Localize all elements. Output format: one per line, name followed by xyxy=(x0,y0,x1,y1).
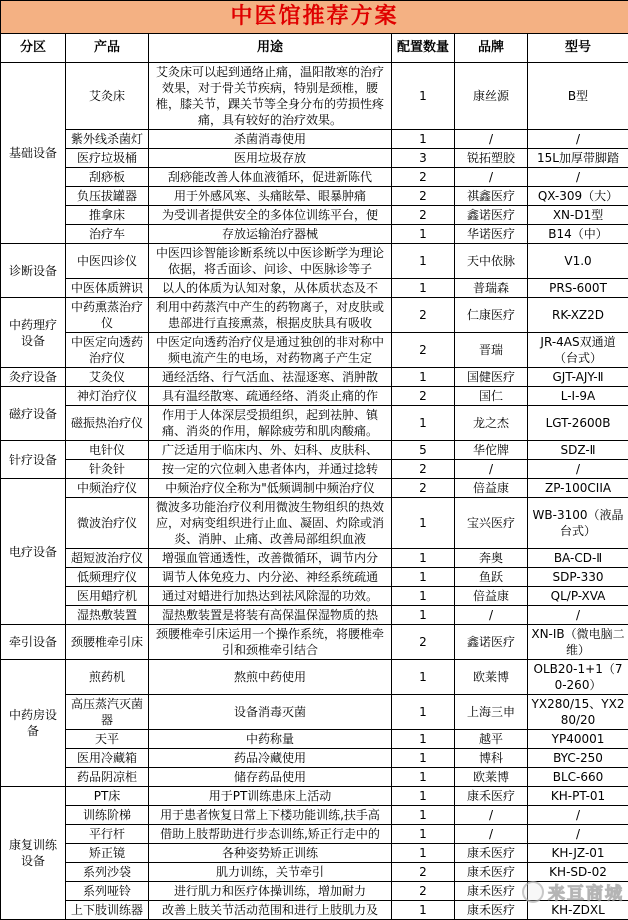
product-cell: 医疗垃圾桶 xyxy=(66,149,149,168)
table-row xyxy=(1,368,628,387)
table-row xyxy=(1,844,628,863)
table-row xyxy=(1,244,628,279)
quantity-cell: 1 xyxy=(392,606,455,625)
table-row xyxy=(1,498,628,549)
table-row xyxy=(1,695,628,730)
product-cell: 高压蒸汽灭菌器 xyxy=(66,695,149,730)
use-cell: 各种姿势矫正训练 xyxy=(149,844,392,863)
quantity-cell: 1 xyxy=(392,368,455,387)
column-header-use: 用途 xyxy=(149,34,392,63)
brand-cell: 国仁 xyxy=(455,387,528,406)
table-row xyxy=(1,63,628,130)
product-cell: 刮痧板 xyxy=(66,168,149,187)
use-cell: 用于患者恢复日常上下楼功能训练,扶手高 xyxy=(149,806,392,825)
use-cell: 肌力训练，关节牵引 xyxy=(149,863,392,882)
table-row xyxy=(1,387,628,406)
brand-cell: 华佗牌 xyxy=(455,441,528,460)
table-row xyxy=(1,606,628,625)
use-cell: 中医四诊智能诊断系统以中医诊断学为理论依据，将舌面诊、问诊、中医脉诊等子 xyxy=(149,244,392,279)
brand-cell: 康丝源 xyxy=(455,63,528,130)
use-cell: 具有温经散寒、疏通经络、消炎止痛的作 xyxy=(149,387,392,406)
brand-cell: 晋瑞 xyxy=(455,333,528,368)
model-cell: 15L加厚带脚踏 xyxy=(528,149,628,168)
brand-cell: 普瑞森 xyxy=(455,279,528,298)
quantity-cell: 2 xyxy=(392,333,455,368)
use-cell: 通经活络、行气活血、祛湿逐寒、消肿散 xyxy=(149,368,392,387)
product-cell: 中频治疗仪 xyxy=(66,479,149,498)
quantity-cell: 1 xyxy=(392,901,455,920)
product-cell: 中医四诊仪 xyxy=(66,244,149,279)
use-cell: 按一定的穴位刺入患者体内，并通过捻转 xyxy=(149,460,392,479)
table-row xyxy=(1,787,628,806)
product-cell: 医用冷藏箱 xyxy=(66,749,149,768)
table-row xyxy=(1,441,628,460)
brand-cell: / xyxy=(455,460,528,479)
table-row xyxy=(1,730,628,749)
brand-cell: 鑫诺医疗 xyxy=(455,625,528,660)
product-cell: 艾灸仪 xyxy=(66,368,149,387)
model-cell: YP40001 xyxy=(528,730,628,749)
table-row xyxy=(1,187,628,206)
table-body xyxy=(1,63,628,920)
zone-cell: 中药房设备 xyxy=(1,660,66,787)
quantity-cell: 1 xyxy=(392,406,455,441)
zone-cell: 灸疗设备 xyxy=(1,368,66,387)
quantity-cell: 1 xyxy=(392,63,455,130)
use-cell: 医用垃圾存放 xyxy=(149,149,392,168)
quantity-cell: 2 xyxy=(392,460,455,479)
use-cell: 通过对蜡进行加热达到祛风除湿的功效。 xyxy=(149,587,392,606)
product-cell: 颈腰椎牵引床 xyxy=(66,625,149,660)
model-cell: XN-D1型 xyxy=(528,206,628,225)
use-cell: 杀菌消毒使用 xyxy=(149,130,392,149)
product-cell: 医用蜡疗机 xyxy=(66,587,149,606)
quantity-cell: 1 xyxy=(392,587,455,606)
quantity-cell: 1 xyxy=(392,225,455,244)
model-cell: BA-CD-Ⅱ xyxy=(528,549,628,568)
zone-cell: 牵引设备 xyxy=(1,625,66,660)
model-cell: YX280/15、YX280/20 xyxy=(528,695,628,730)
quantity-cell: 1 xyxy=(392,568,455,587)
use-cell: 广泛适用于临床内、外、妇科、皮肤科、 xyxy=(149,441,392,460)
zone-cell: 基础设备 xyxy=(1,63,66,244)
use-cell: 储存药品使用 xyxy=(149,768,392,787)
header-row xyxy=(1,34,628,63)
brand-cell: 康禾医疗 xyxy=(455,844,528,863)
model-cell: V1.0 xyxy=(528,244,628,279)
use-cell: 中医定向透药治疗仪是通过独创的非对称中频电流产生的电场，对药物离子产生定 xyxy=(149,333,392,368)
title-row xyxy=(1,1,628,34)
quantity-cell: 5 xyxy=(392,441,455,460)
quantity-cell: 1 xyxy=(392,244,455,279)
model-cell: QX-309（大） xyxy=(528,187,628,206)
brand-cell: 鱼跃 xyxy=(455,568,528,587)
quantity-cell: 2 xyxy=(392,187,455,206)
column-header-zone: 分区 xyxy=(1,34,66,63)
quantity-cell: 2 xyxy=(392,387,455,406)
quantity-cell: 1 xyxy=(392,806,455,825)
use-cell: 存放运输治疗器械 xyxy=(149,225,392,244)
product-cell: 药品阴凉柜 xyxy=(66,768,149,787)
use-cell: 颈腰椎牵引床运用一个操作系统，将腰椎牵引和颈椎牵引结合 xyxy=(149,625,392,660)
product-cell: 电针仪 xyxy=(66,441,149,460)
zone-cell: 电疗设备 xyxy=(1,479,66,625)
brand-cell: 奔奥 xyxy=(455,549,528,568)
product-cell: 针灸针 xyxy=(66,460,149,479)
product-cell: 紫外线杀菌灯 xyxy=(66,130,149,149)
table-row xyxy=(1,130,628,149)
product-cell: 负压拔罐器 xyxy=(66,187,149,206)
brand-cell: / xyxy=(455,168,528,187)
quantity-cell: 1 xyxy=(392,660,455,695)
product-cell: 中医定向透药治疗仪 xyxy=(66,333,149,368)
quantity-cell: 2 xyxy=(392,206,455,225)
quantity-cell: 1 xyxy=(392,768,455,787)
use-cell: 为受训者提供安全的多体位训练平台，便 xyxy=(149,206,392,225)
table-row xyxy=(1,168,628,187)
product-cell: 矫正镜 xyxy=(66,844,149,863)
product-cell: 超短波治疗仪 xyxy=(66,549,149,568)
quantity-cell: 1 xyxy=(392,549,455,568)
table-row xyxy=(1,225,628,244)
product-cell: 推拿床 xyxy=(66,206,149,225)
quantity-cell: 2 xyxy=(392,298,455,333)
model-cell: ZP-100CIIA xyxy=(528,479,628,498)
quantity-cell: 1 xyxy=(392,730,455,749)
table-row xyxy=(1,406,628,441)
brand-cell: 欧莱博 xyxy=(455,660,528,695)
product-cell: 中医体质辨识 xyxy=(66,279,149,298)
table-row xyxy=(1,333,628,368)
product-cell: 上下肢训练器 xyxy=(66,901,149,920)
model-cell: / xyxy=(528,130,628,149)
use-cell: 湿热敷装置是将装有高保温保湿物质的热 xyxy=(149,606,392,625)
product-cell: 湿热敷装置 xyxy=(66,606,149,625)
zone-cell: 中药理疗设备 xyxy=(1,298,66,368)
quantity-cell: 1 xyxy=(392,695,455,730)
table-row xyxy=(1,479,628,498)
page-title: 中医馆推荐方案 xyxy=(1,1,628,34)
use-cell: 刮痧能改善人体血液循环，促进新陈代 xyxy=(149,168,392,187)
model-cell: QL/P-XVA xyxy=(528,587,628,606)
table-row xyxy=(1,901,628,920)
brand-cell: 康禾医疗 xyxy=(455,863,528,882)
table-row xyxy=(1,549,628,568)
product-cell: PT床 xyxy=(66,787,149,806)
model-cell: KH-ZDXL xyxy=(528,901,628,920)
brand-cell: 国健医疗 xyxy=(455,368,528,387)
product-cell: 神灯治疗仪 xyxy=(66,387,149,406)
quantity-cell: 2 xyxy=(392,882,455,901)
quantity-cell: 2 xyxy=(392,625,455,660)
product-cell: 系列哑铃 xyxy=(66,882,149,901)
use-cell: 微波多功能治疗仪利用微波生物组织的热效应，对病变组织进行止血、凝固、灼除或消炎、消肿、止痛、改善局部组织血液 xyxy=(149,498,392,549)
brand-cell: / xyxy=(455,130,528,149)
zone-cell: 诊断设备 xyxy=(1,244,66,298)
brand-cell: / xyxy=(455,806,528,825)
quantity-cell: 1 xyxy=(392,130,455,149)
model-cell: PRS-600T xyxy=(528,279,628,298)
brand-cell: 倍益康 xyxy=(455,479,528,498)
product-cell: 中药熏蒸治疗仪 xyxy=(66,298,149,333)
model-cell: XN-IB（微电脑二维） xyxy=(528,625,628,660)
column-header-qty: 配置数量 xyxy=(392,34,455,63)
watermark-text: 来亘商城 xyxy=(548,879,624,904)
brand-cell: 宝兴医疗 xyxy=(455,498,528,549)
table-row xyxy=(1,882,628,901)
model-cell: WB-3100（液晶台式） xyxy=(528,498,628,549)
model-cell: KH-SD-02 xyxy=(528,863,628,882)
model-cell: B14（中） xyxy=(528,225,628,244)
product-cell: 训练阶梯 xyxy=(66,806,149,825)
model-cell: GJT-AJY-Ⅱ xyxy=(528,368,628,387)
brand-cell: 锐拓塑胶 xyxy=(455,149,528,168)
model-cell: SDZ-Ⅱ xyxy=(528,441,628,460)
use-cell: 药品冷藏使用 xyxy=(149,749,392,768)
table-row xyxy=(1,806,628,825)
model-cell: OLB20-1+1（70-260） xyxy=(528,660,628,695)
quantity-cell: 1 xyxy=(392,787,455,806)
quantity-cell: 1 xyxy=(392,749,455,768)
table-row xyxy=(1,298,628,333)
zone-cell: 针疗设备 xyxy=(1,441,66,479)
table-row xyxy=(1,625,628,660)
product-cell: 煎药机 xyxy=(66,660,149,695)
model-cell: BLC-660 xyxy=(528,768,628,787)
model-cell: BYC-250 xyxy=(528,749,628,768)
brand-cell: 康禾医疗 xyxy=(455,882,528,901)
model-cell xyxy=(528,882,628,901)
brand-cell: 华诺医疗 xyxy=(455,225,528,244)
model-cell: JR-4AS双通道（台式） xyxy=(528,333,628,368)
zone-cell: 康复训练设备 xyxy=(1,787,66,920)
brand-cell: 博科 xyxy=(455,749,528,768)
brand-cell: 康禾医疗 xyxy=(455,901,528,920)
column-header-brand: 品牌 xyxy=(455,34,528,63)
column-header-model: 型号 xyxy=(528,34,628,63)
brand-cell: 龙之杰 xyxy=(455,406,528,441)
table-row xyxy=(1,768,628,787)
brand-cell: 欧莱博 xyxy=(455,768,528,787)
model-cell: B型 xyxy=(528,63,628,130)
table-row xyxy=(1,206,628,225)
quantity-cell: 2 xyxy=(392,863,455,882)
use-cell: 借助上肢帮助进行步态训练,矫正行走中的 xyxy=(149,825,392,844)
model-cell: / xyxy=(528,460,628,479)
quantity-cell: 3 xyxy=(392,149,455,168)
product-cell: 天平 xyxy=(66,730,149,749)
table-row xyxy=(1,460,628,479)
use-cell: 中频治疗仪全称为"低频调制中频治疗仪 xyxy=(149,479,392,498)
product-cell: 平行杆 xyxy=(66,825,149,844)
use-cell: 中药称量 xyxy=(149,730,392,749)
model-cell: LGT-2600B xyxy=(528,406,628,441)
brand-cell: 越平 xyxy=(455,730,528,749)
use-cell: 增强血管通透性，改善微循环，调节内分 xyxy=(149,549,392,568)
brand-cell: 天中依脉 xyxy=(455,244,528,279)
table-row xyxy=(1,660,628,695)
table-row xyxy=(1,825,628,844)
product-cell: 治疗车 xyxy=(66,225,149,244)
product-cell: 磁振热治疗仪 xyxy=(66,406,149,441)
table-row xyxy=(1,749,628,768)
brand-cell: 倍益康 xyxy=(455,587,528,606)
quantity-cell: 1 xyxy=(392,498,455,549)
model-cell: / xyxy=(528,168,628,187)
product-cell: 低频理疗仪 xyxy=(66,568,149,587)
brand-cell: 鑫诺医疗 xyxy=(455,206,528,225)
use-cell: 利用中药蒸汽中产生的药物离子，对皮肤或患部进行直接熏蒸，根据皮肤具有吸收 xyxy=(149,298,392,333)
model-cell: KH-JZ-01 xyxy=(528,844,628,863)
use-cell: 改善上肢关节活动范围和进行上肢肌力及 xyxy=(149,901,392,920)
product-cell: 系列沙袋 xyxy=(66,863,149,882)
brand-cell: / xyxy=(455,606,528,625)
quantity-cell: 1 xyxy=(392,825,455,844)
quantity-cell: 1 xyxy=(392,844,455,863)
table-row xyxy=(1,863,628,882)
model-cell: / xyxy=(528,606,628,625)
model-cell: RK-XZ2D xyxy=(528,298,628,333)
model-cell: L-I-9A xyxy=(528,387,628,406)
brand-cell: 仁康医疗 xyxy=(455,298,528,333)
use-cell: 进行肌力和医疗体操训练，增加耐力 xyxy=(149,882,392,901)
quantity-cell: 2 xyxy=(392,168,455,187)
table-row xyxy=(1,568,628,587)
column-header-product: 产品 xyxy=(66,34,149,63)
table-row xyxy=(1,587,628,606)
table-row xyxy=(1,149,628,168)
quantity-cell: 1 xyxy=(392,279,455,298)
brand-cell: 上海三申 xyxy=(455,695,528,730)
use-cell: 用于PT训练患床上活动 xyxy=(149,787,392,806)
use-cell: 作用于人体深层受损组织，起到祛肿、镇痛、消炎的作用，解除疲劳和肌肉酸痛。 xyxy=(149,406,392,441)
use-cell: 调节人体免疫力、内分泌、神经系统疏通 xyxy=(149,568,392,587)
model-cell: / xyxy=(528,806,628,825)
model-cell: SDP-330 xyxy=(528,568,628,587)
use-cell: 熬煎中药使用 xyxy=(149,660,392,695)
use-cell: 以人的体质为认知对象，从体质状态及不 xyxy=(149,279,392,298)
brand-cell: 祺鑫医疗 xyxy=(455,187,528,206)
use-cell: 设备消毒灭菌 xyxy=(149,695,392,730)
zone-cell: 磁疗设备 xyxy=(1,387,66,441)
table-row xyxy=(1,279,628,298)
brand-cell: 康禾医疗 xyxy=(455,787,528,806)
product-cell: 艾灸床 xyxy=(66,63,149,130)
product-cell: 微波治疗仪 xyxy=(66,498,149,549)
quantity-cell: 2 xyxy=(392,479,455,498)
model-cell: KH-PT-01 xyxy=(528,787,628,806)
use-cell: 艾灸床可以起到通络止痛，温阳散寒的治疗效果，对于骨关节疾病，特别是颈椎，腰椎，膝关节，踝关节等全身分布的劳损性疼痛，具有较好的治疗效果。 xyxy=(149,63,392,130)
model-cell: / xyxy=(528,825,628,844)
brand-cell: / xyxy=(455,825,528,844)
use-cell: 用于外感风寒、头痛眩晕、眼暴肿痛 xyxy=(149,187,392,206)
